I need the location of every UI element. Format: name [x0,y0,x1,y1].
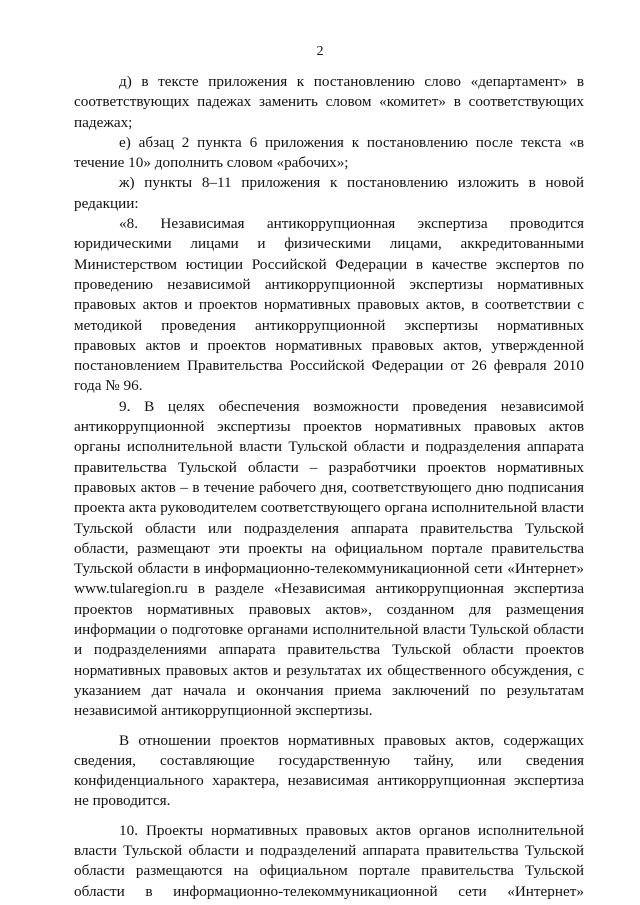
paragraph-item-9: 9. В целях обеспечения возможности проведения независимой антикоррупционной экспертизы проектов нормативных правовых актов органы исполнительной власти Тульской области и подразделения аппарата правительства Тульской области – разработчики проектов нормативных правовых актов – в течение рабочего дня, соответствующего дню подписания проекта акта руководителем соответствующего органа исполнительной власти Тульской области или подразделения аппарата правительства Тульской области, размещают эти проекты на официальном портале правительства Тульской области в информационно-телекоммуникационной сети «Интернет» www.tularegion.ru в разделе «Независимая антикоррупционная экспертиза проектов нормативных правовых актов», созданном для размещения информации о подготовке органами исполнительной власти Тульской области и подразделениями аппарата правительства Тульской области проектов нормативных правовых актов и результатах их общественного обсуждения, с указанием дат начала и окончания приема заключений по результатам независимой антикоррупционной экспертизы. [74,397,584,720]
paragraph-e: е) абзац 2 пункта 6 приложения к постановлению после текста «в течение 10» дополнить словом «рабочих»; [74,133,584,172]
document-body [74,72,584,902]
paragraph-exception: В отношении проектов нормативных правовых актов, содержащих сведения, составляющие государственную тайну, или сведения конфиденциального характера, независимая антикоррупционная экспертиза не проводится. [74,731,584,810]
paragraph-zh: ж) пункты 8–11 приложения к постановлению изложить в новой редакции: [74,174,584,212]
paragraph-item-10: 10. Проекты нормативных правовых актов органов исполнительной власти Тульской области и подразделений аппарата правительства Тульской области размещаются на официальном портале правительства Тульской области в информационно-телекоммуникационной сети «Интернет» [74,821,584,900]
paragraph-d: д) в тексте приложения к постановлению слово «департамент» в соответствующих падежах заменить словом «комитет» в соответствующих падежах; [74,73,584,131]
page-number: 2 [316,44,324,59]
paragraph-item-8: «8. Независимая антикоррупционная экспертиза проводится юридическими лицами и физическими лицами, аккредитованными Министерством юстиции Российской Федерации в качестве экспертов по проведению независимой антикоррупционной экспертизы нормативных правовых актов и проектов нормативных правовых актов, в соответствии с методикой проведения антикоррупционной экспертизы нормативных правовых актов и проектов нормативных правовых актов, утвержденной постановлением Правительства Российской Федерации от 26 февраля 2010 года № 96. [74,215,584,395]
